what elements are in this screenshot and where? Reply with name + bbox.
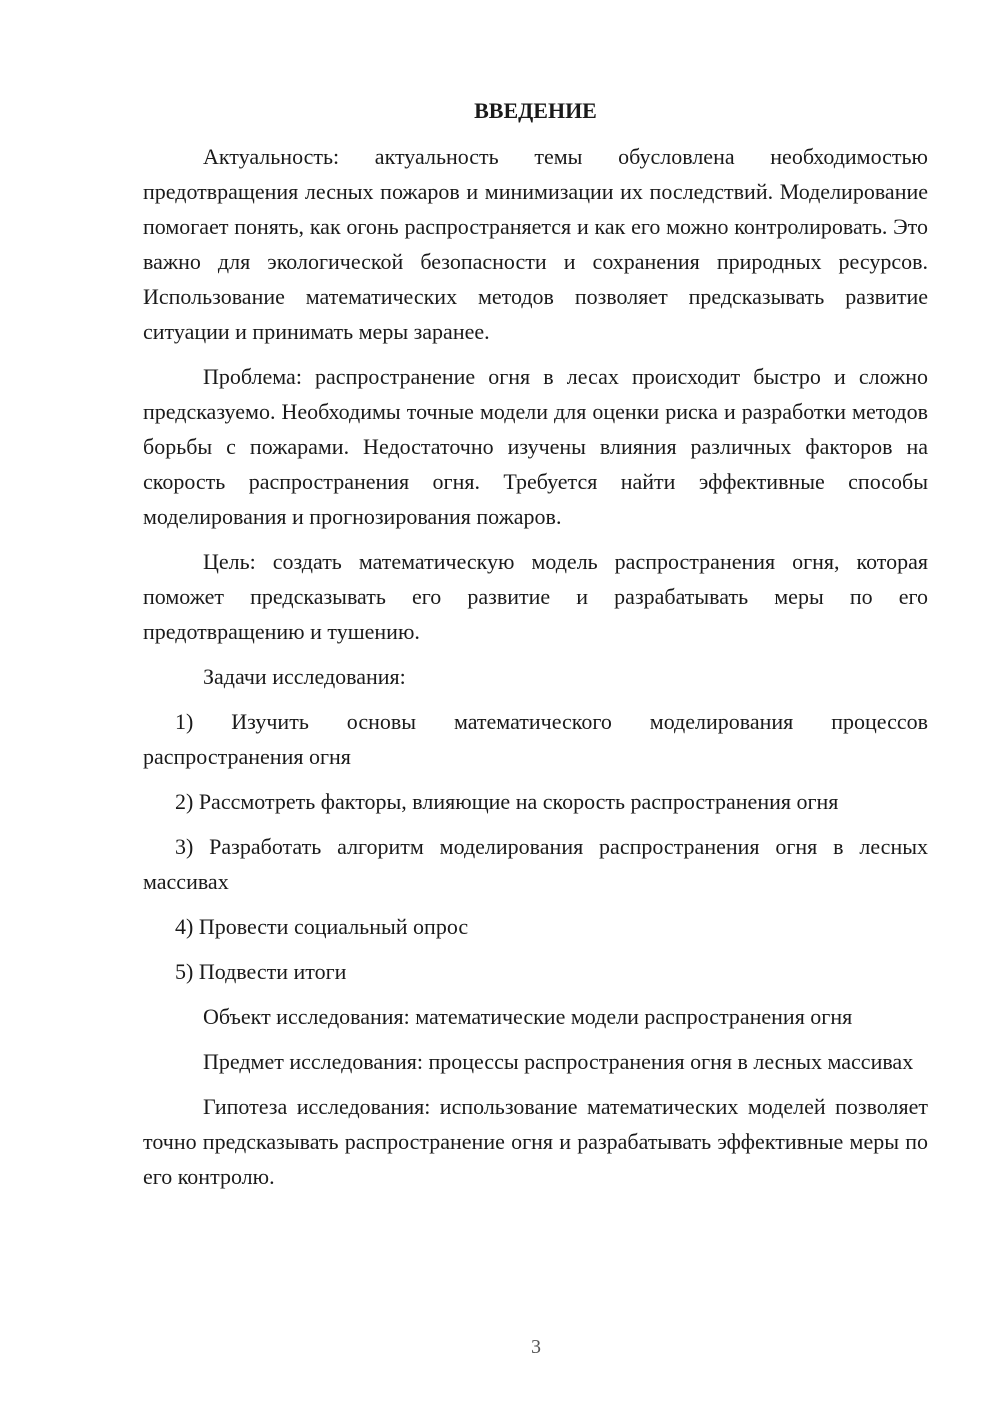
task-item-2: 2) Рассмотреть факторы, влияющие на скорость распространения огня — [175, 789, 839, 814]
tasks-heading: Задачи исследования: — [203, 664, 406, 689]
task-item-1: 1) Изучить основы математического моделирования процессов распространения огня — [143, 709, 928, 769]
task-item-3: 3) Разработать алгоритм моделирования распространения огня в лесных массивах — [143, 834, 928, 894]
page-title: ВВЕДЕНИЕ — [474, 98, 597, 123]
task-item-5: 5) Подвести итоги — [175, 959, 347, 984]
problem-paragraph: Проблема: распространение огня в лесах происходит быстро и сложно предсказуемо. Необходимы точные модели для оценки риска и разработки методов борьбы с пожарами. Недостаточно изучены влияния различных факторов на скорость распространения огня. Требуется найти эффективные способы моделирования и прогнозирования пожаров. — [143, 364, 928, 529]
task-item-4: 4) Провести социальный опрос — [175, 914, 469, 939]
subject-paragraph: Предмет исследования: процессы распространения огня в лесных массивах — [203, 1049, 914, 1074]
document-page — [143, 96, 928, 1204]
relevance-paragraph: Актуальность: актуальность темы обусловлена необходимостью предотвращения лесных пожаров и минимизации их последствий. Моделирование помогает понять, как огонь распространяется и как его можно контролировать. Это важно для экологической безопасности и сохранения природных ресурсов. Использование математических методов позволяет предсказывать развитие ситуации и принимать меры заранее. — [143, 144, 928, 344]
goal-paragraph: Цель: создать математическую модель распространения огня, которая поможет предсказывать его развитие и разрабатывать меры по его предотвращению и тушению. — [143, 549, 928, 644]
hypothesis-paragraph: Гипотеза исследования: использование математических моделей позволяет точно предсказывать распространение огня и разрабатывать эффективные меры по его контролю. — [143, 1094, 928, 1189]
page-number: 3 — [531, 1336, 541, 1358]
object-paragraph: Объект исследования: математические модели распространения огня — [203, 1004, 853, 1029]
